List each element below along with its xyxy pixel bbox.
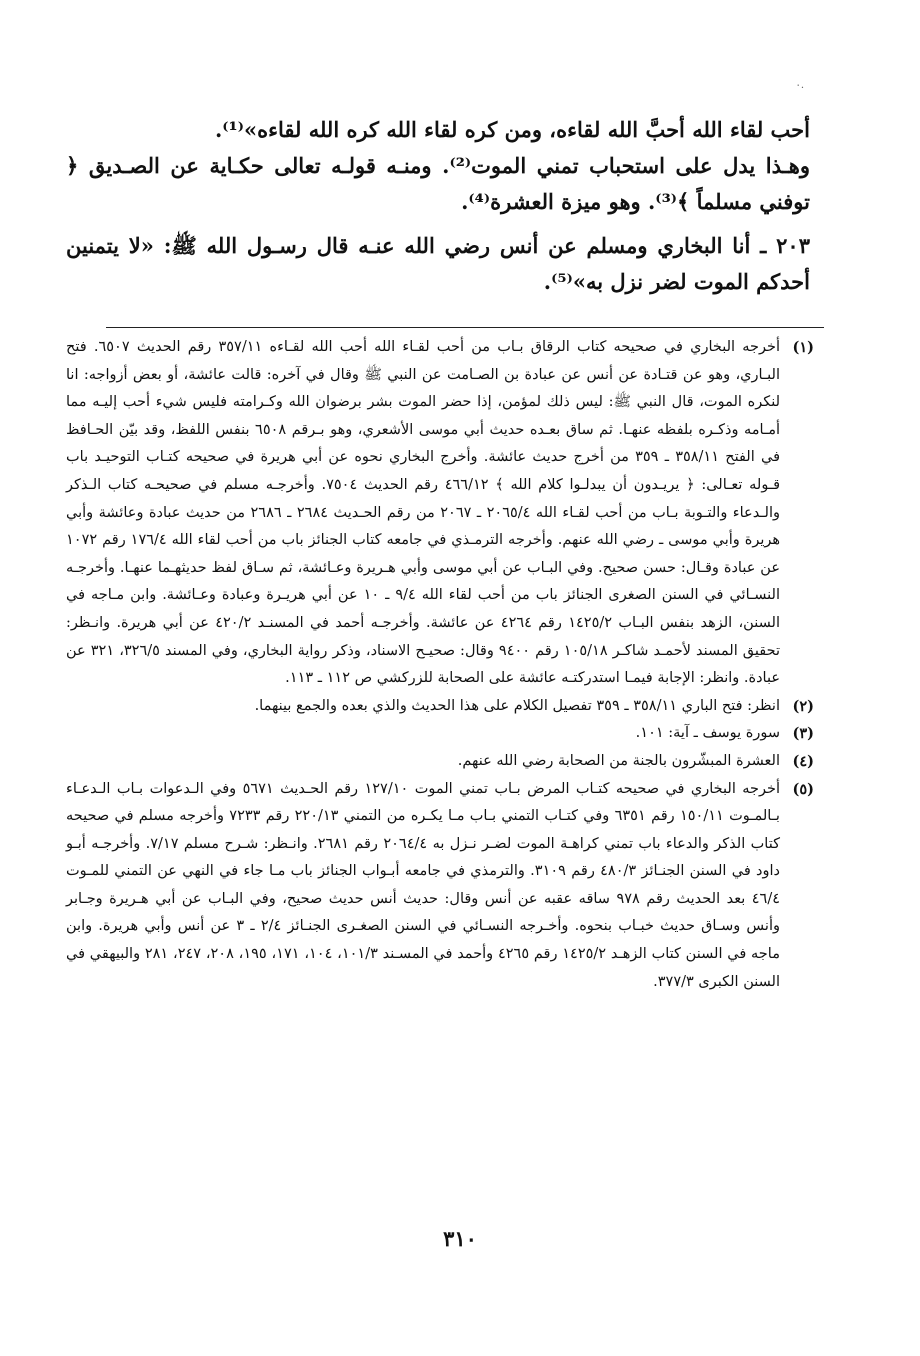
- footnote-2: [66, 693, 814, 721]
- footnote-text: انظر: فتح الباري ٣٥٨/١١ ـ ٣٥٩ تفصيل الكلام على هذا الحديث والذي بعده والجمع بينهما.: [254, 697, 780, 714]
- footnote-divider: [106, 327, 824, 328]
- main-line-2: وهـذا يدل على استحباب تمني الموت⁽²⁾. ومنـه قولـه تعالى حكـاية عن الصـديق ﴿ توفني مسلماً ﴾⁽³⁾. وهو ميزة العشرة⁽⁴⁾.: [66, 153, 810, 214]
- footnote-number: (٤): [792, 752, 814, 770]
- footnote-3: [66, 720, 814, 748]
- footnote-4: [66, 748, 814, 776]
- footnote-number: (٥): [792, 780, 814, 798]
- main-text: [66, 112, 810, 300]
- hadith-203: ٢٠٣ ـ أنا البخاري ومسلم عن أنس رضي الله عنـه قال رسـول الله ﷺ: «لا يتمنين أحدكم الموت لضر نزل به»⁽⁵⁾.: [66, 233, 810, 294]
- footnote-5: [66, 776, 814, 997]
- scan-mark: ٠.: [795, 80, 804, 91]
- footnote-text: سورة يوسف ـ آية: ١٠١.: [635, 725, 780, 742]
- page-number: ٣١٠: [443, 1226, 477, 1251]
- footnotes: [66, 334, 814, 996]
- footnote-text: العشرة المبشّرون بالجنة من الصحابة رضي الله عنهم.: [457, 752, 780, 769]
- footnote-1: [66, 334, 814, 693]
- footnote-text: أخرجه البخاري في صحيحه كتـاب المرض بـاب تمني الموت ١٢٧/١٠ رقم الحـديث ٥٦٧١ وفي الـدعوات بـاب الـدعـاء بـالمـوت ١٥٠/١١ رقم ٦٣٥١ وفي كتـاب التمني بـاب مـا يكـره من التمني ٢٢٠/١٣ رقم ٧٢٣٣ وأخرجه مسلم في صحيحه كتاب الذكر والدعاء باب تمني كراهـة الموت لضـر نـزل به ٢٠٦٤/٤ رقم ٢٦٨١. وانـظر: شـرح مسلم ٧/١٧. وأخرجـه أبـو داود في السنن الجنـائز ٤٨٠/٣ رقم ٣١٠٩. والترمذي في جامعه أبـواب الجنائز باب مـا جاء في النهي عن التمني للمـوت ٤٦/٤ بعد الحديث رقم ٩٧٨ ساقه عقبه عن أنس وقال: حديث أنس حديث صحيح، وفي البـاب عن أبي هـريرة وجـابر وأنس وسـاق حديث خبـاب بنحوه. وأخـرجه النسـائي في السنن الصغـرى الجنـائز ٢/٤ ـ ٣ عن أنس وأبي هريرة. وابن ماجه في السنن كتاب الزهـد ١٤٢٥/٢ رقم ٤٢٦٥ وأحمد في المسـند ١٠١/٣، ١٠٤، ١٧١، ١٩٥، ٢٠٨، ٢٤٧، ٢٨١ والبيهقي في السنن الكبرى ٣٧٧/٣.: [66, 780, 781, 990]
- main-line-1: أحب لقاء الله أحبَّ الله لقاءه، ومن كره لقاء الله كره الله لقاءه»⁽¹⁾.: [214, 117, 810, 142]
- footnote-number: (٣): [792, 725, 814, 743]
- footnote-number: (٢): [792, 697, 814, 715]
- footnote-number: (١): [792, 339, 814, 356]
- footnote-text: أخرجه البخاري في صحيحه كتاب الرقاق بـاب من أحب لقـاء الله أحب الله لقـاءه ٣٥٧/١١ رقم الحديث ٦٥٠٧. فتح البـاري، وهو عن قتـادة عن أنس عن عبادة بن الصـامت عن النبي ﷺ وقال في آخره: قالت عائشة، أو بعض أزواجه: انا لنكره الموت، قال النبي ﷺ: ليس ذلك لمؤمن، إذا حضر الموت بشر برضوان الله وكـرامته فليس شيء أحب إليـه مما أمـامه وذكـره بلفظه عنهـا. ثم ساق بعـده حديث أبي موسى الأشعري، وهو بـرقم ٦٥٠٨ بنفس اللفظ، وقد بيّن الحـافظ في الفتح ٣٥٨/١١ ـ ٣٥٩ من أخرج حديث عائشة. وأخرج البخاري نحوه عن أبي هريرة في صحيحه كتـاب التوحيـد باب قـوله تعـالى: ﴿ يريـدون أن يبدلـوا كلام الله ﴾ ٤٦٦/١٢ رقم الحديث ٧٥٠٤. وأخرجـه مسلم في صحيحـه كتاب الـذكر والـدعاء والتـوبة بـاب من أحب لقـاء الله ٢٠٦٥/٤ ـ ٢٠٦٧ من رقم الحـديث ٢٦٨٤ ـ ٢٦٨٦ من حديث عبادة وعائشة وأبي هريرة وأبي موسى ـ رضي الله عنهم. وأخرجه الترمـذي في جامعه كتاب الجنائز باب من أحب لقاء الله ١٧٦/٤ رقم ١٠٧٢ عن عبادة وقـال: حسن صحيح. وفي البـاب عن أبي موسى وأبي هـريرة وعـائشة، ثم سـاق لفظ حديثهـما عنهـا. وأخرجـه النسـائي في السنن الصغرى الجنائز باب من أحب لقاء الله ٩/٤ ـ ١٠ عن أبي هريـرة وعبادة وعـائشة. وابن مـاجه في السنن، الزهد بنفس البـاب ١٤٢٥/٢ رقم ٤٢٦٤ عن عائشة. وأخرجـه أحمد في المسنـد ٤٢٠/٢ عن أبي هريرة. وانـظر: تحقيق المسند لأحمـد شاكـر ١٠٥/١٨ رقم ٩٤٠٠ وقال: صحيـح الاسناد، وذكر رواية البخاري، وفي المسند ٣٢٦/٥، ٣٢١ عن عبادة. وانظر: الإجابة فيمـا استدركتـه عائشة على الصحابة للزركشي ص ١١٢ ـ ١١٣.: [66, 339, 781, 687]
